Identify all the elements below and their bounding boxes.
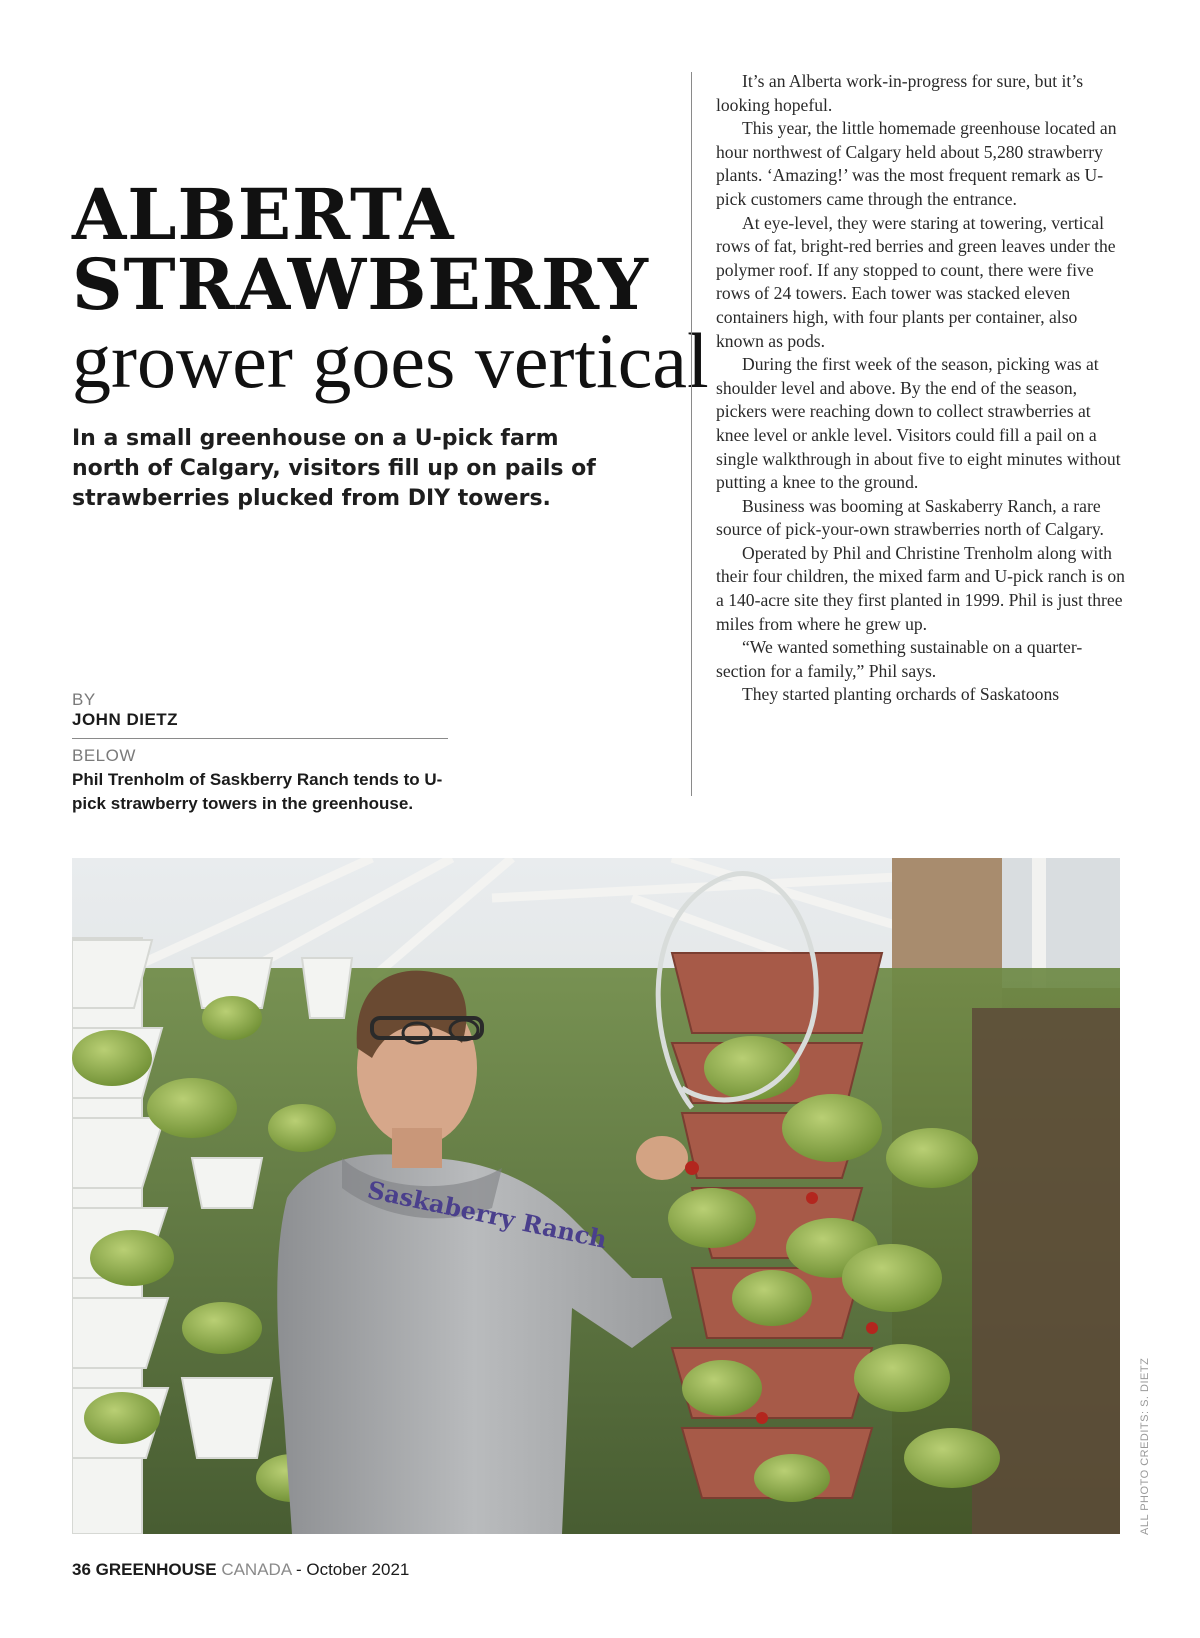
caption-label: BELOW <box>72 746 136 765</box>
sleeve-lettering: Saskaberry Ranch <box>365 1174 610 1254</box>
headline-subline: grower goes vertical <box>72 317 709 404</box>
body-paragraph: “We wanted something sustainable on a quarter-section for a family,” Phil says. <box>716 637 1083 681</box>
column-divider <box>691 72 692 796</box>
article-deck: In a small greenhouse on a U-pick farm north of Calgary, visitors fill up on pails of strawberries plucked from DIY towers. <box>72 426 596 511</box>
photo-credit: ALL PHOTO CREDITS: S. DIETZ <box>1139 1357 1151 1535</box>
byline-author: JOHN DIETZ <box>72 710 179 729</box>
page-number: 36 <box>72 1560 91 1579</box>
byline-divider <box>72 738 448 739</box>
photo-illustration <box>72 858 1120 1534</box>
issue-date: October 2021 <box>306 1560 410 1579</box>
headline-line-1: ALBERTA <box>72 173 455 256</box>
body-paragraph: They started planting orchards of Saskatoons <box>742 684 1060 705</box>
body-paragraph: During the first week of the season, picking was at shoulder level and above. By the end of the season, pickers were reaching down to collect strawberries at knee level or ankle level. Visitors could fill a pail on a single walkthrough in about five to eight minutes without putting a knee to the ground. <box>716 354 1121 493</box>
article-body <box>716 70 1128 707</box>
body-paragraph: Business was booming at Saskaberry Ranch, a rare source of pick-your-own strawberries north of Calgary. <box>716 495 1104 540</box>
greenhouse-photo <box>72 858 1120 1534</box>
footer-separator: - <box>291 1560 307 1579</box>
body-paragraph: This year, the little homemade greenhouse located an hour northwest of Calgary held about 5,280 strawberry plants. ‘Amazing!’ was the most frequent remark as U-pick customers came through the entrance. <box>716 118 1117 209</box>
photo-caption: Phil Trenholm of Saskberry Ranch tends to U-pick strawberry towers in the greenhouse. <box>72 770 443 813</box>
magazine-brand: GREENHOUSE <box>95 1560 217 1579</box>
headline-line-2: STRAWBERRY <box>72 243 649 326</box>
headline <box>72 173 649 326</box>
byline-label: BY <box>72 690 96 709</box>
page-footer <box>72 1560 409 1580</box>
body-paragraph: Operated by Phil and Christine Trenholm along with their four children, the mixed farm and U-pick ranch is on a 140-acre site they first planted in 1999. Phil is just three miles from where he grew up. <box>716 542 1125 634</box>
body-paragraph: At eye-level, they were staring at towering, vertical rows of fat, bright-red berries and green leaves under the polymer roof. If any stopped to count, there were five rows of 24 towers. Each tower was stacked eleven containers high, with four plants per container, also known as pods. <box>716 212 1116 351</box>
body-paragraph: It’s an Alberta work-in-progress for sure, but it’s looking hopeful. <box>716 71 1084 115</box>
magazine-brand-suffix: CANADA <box>221 1560 292 1579</box>
